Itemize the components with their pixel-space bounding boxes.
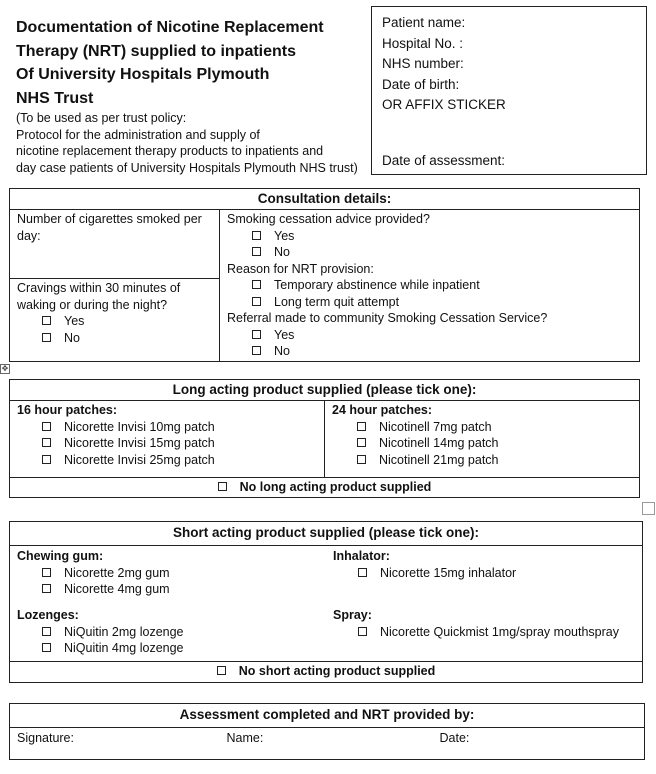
reason-long-checkbox[interactable]: [252, 297, 261, 306]
title-line-4: NHS Trust: [16, 89, 94, 107]
title-line-2: Therapy (NRT) supplied to inpatients: [16, 42, 297, 60]
gum-2mg-checkbox[interactable]: [42, 568, 51, 577]
referral-no-label: No: [274, 344, 290, 358]
invisi-25mg-option[interactable]: [17, 452, 317, 469]
inhalator-15mg-label: Nicorette 15mg inhalator: [380, 565, 517, 580]
short-acting-table: [9, 521, 643, 683]
advice-no-label: No: [274, 245, 290, 259]
date-field[interactable]: [433, 728, 645, 760]
signature-field[interactable]: [10, 728, 220, 760]
lozenge-group: [17, 607, 184, 657]
advice-yes-checkbox[interactable]: [252, 231, 261, 240]
title-line-1: Documentation of Nicotine Replacement: [16, 19, 324, 36]
gum-title: Chewing gum:: [17, 549, 104, 563]
signature-label: Signature:: [17, 731, 74, 745]
advice-no-checkbox[interactable]: [252, 247, 261, 256]
spray-title: Spray:: [333, 608, 372, 622]
cravings-no-label: No: [64, 330, 80, 345]
inhalator-15mg-option[interactable]: [333, 565, 516, 582]
table-resize-handle[interactable]: [642, 502, 655, 515]
no-short-acting-option[interactable]: [10, 662, 643, 683]
gum-2mg-option[interactable]: [17, 565, 170, 582]
referral-question: Referral made to community Smoking Cessation Service?: [227, 311, 548, 325]
niquitin-4mg-option[interactable]: [17, 640, 184, 657]
name-label: Name:: [226, 731, 264, 745]
patches-24h-title: 24 hour patches:: [332, 403, 433, 417]
table-move-handle-icon[interactable]: ✥: [1, 364, 9, 373]
affix-sticker-label: OR AFFIX STICKER: [382, 97, 506, 112]
no-short-acting-label: No short acting product supplied: [238, 664, 436, 678]
quickmist-checkbox[interactable]: [358, 627, 367, 636]
quickmist-label: Nicorette Quickmist 1mg/spray mouthspray: [380, 624, 619, 639]
nicotinell-14mg-option[interactable]: [332, 435, 632, 452]
referral-no-option[interactable]: [227, 343, 632, 360]
quickmist-option[interactable]: [333, 624, 619, 641]
subtitle-line-2: Protocol for the administration and supply of: [16, 127, 260, 142]
consultation-header: Consultation details:: [10, 189, 640, 210]
nhs-number-label: NHS number:: [382, 56, 464, 71]
cravings-no-checkbox[interactable]: [42, 333, 51, 342]
cravings-question-2: waking or during the night?: [17, 297, 168, 312]
consultation-table: [9, 188, 640, 362]
document-title-block: [16, 16, 366, 176]
spray-group: [333, 607, 619, 640]
long-acting-16h-cell: [10, 401, 325, 478]
cravings-yes-label: Yes: [64, 314, 85, 329]
cravings-no-option[interactable]: [17, 330, 212, 347]
niquitin-2mg-label: NiQuitin 2mg lozenge: [64, 624, 184, 639]
niquitin-2mg-checkbox[interactable]: [42, 627, 51, 636]
lozenge-title: Lozenges:: [17, 608, 79, 622]
name-field[interactable]: [220, 728, 433, 760]
reason-long-option[interactable]: [227, 294, 632, 311]
no-long-acting-option[interactable]: [10, 478, 640, 498]
gum-4mg-label: Nicorette 4mg gum: [64, 582, 170, 596]
advice-question: Smoking cessation advice provided?: [227, 212, 430, 226]
long-acting-header: Long acting product supplied (please tick one):: [10, 380, 640, 401]
assessment-table: [9, 703, 645, 760]
cigarettes-question-2: day:: [17, 228, 41, 243]
title-line-3: Of University Hospitals Plymouth: [16, 66, 270, 83]
long-acting-table: [9, 379, 640, 498]
nicotinell-21mg-option[interactable]: [332, 452, 632, 469]
dob-label: Date of birth:: [382, 76, 460, 92]
nicotinell-21mg-checkbox[interactable]: [357, 455, 366, 464]
nicotinell-7mg-checkbox[interactable]: [357, 422, 366, 431]
cessation-cell: [220, 210, 640, 362]
gum-group: [17, 548, 170, 598]
cravings-question: Cravings within 30 minutes of: [17, 281, 181, 296]
referral-no-checkbox[interactable]: [252, 346, 261, 355]
advice-yes-option[interactable]: [227, 228, 632, 245]
referral-yes-checkbox[interactable]: [252, 330, 261, 339]
inhalator-title: Inhalator:: [333, 549, 390, 563]
cravings-yes-option[interactable]: [17, 313, 212, 330]
reason-temp-checkbox[interactable]: [252, 280, 261, 289]
invisi-25mg-checkbox[interactable]: [42, 455, 51, 464]
invisi-25mg-label: Nicorette Invisi 25mg patch: [64, 452, 215, 467]
invisi-15mg-checkbox[interactable]: [42, 438, 51, 447]
short-acting-header: Short acting product supplied (please tick one):: [10, 522, 643, 546]
reason-question: Reason for NRT provision:: [227, 261, 374, 276]
invisi-15mg-option[interactable]: [17, 435, 317, 452]
gum-4mg-checkbox[interactable]: [42, 584, 51, 593]
cravings-yes-checkbox[interactable]: [42, 316, 51, 325]
invisi-10mg-option[interactable]: [17, 419, 317, 436]
gum-2mg-label: Nicorette 2mg gum: [64, 565, 170, 580]
cigarettes-question: Number of cigarettes smoked per: [17, 212, 202, 226]
reason-temp-option[interactable]: [227, 277, 632, 294]
niquitin-2mg-option[interactable]: [17, 624, 184, 641]
cigarettes-cell[interactable]: [10, 210, 220, 279]
no-long-acting-checkbox[interactable]: [218, 482, 227, 491]
invisi-10mg-checkbox[interactable]: [42, 422, 51, 431]
nicotinell-14mg-checkbox[interactable]: [357, 438, 366, 447]
assessment-header: Assessment completed and NRT provided by:: [10, 704, 645, 728]
subtitle-line-4: day case patients of University Hospitals Plymouth NHS trust): [16, 160, 358, 175]
cravings-cell: [10, 279, 220, 361]
no-long-acting-label: No long acting product supplied: [239, 480, 432, 494]
date-of-assessment-label: Date of assessment:: [382, 153, 506, 168]
patient-name-label: Patient name:: [382, 15, 466, 30]
nicotinell-7mg-label: Nicotinell 7mg patch: [379, 419, 492, 434]
invisi-15mg-label: Nicorette Invisi 15mg patch: [64, 436, 215, 450]
reason-temp-label: Temporary abstinence while inpatient: [274, 278, 480, 292]
referral-yes-option[interactable]: [227, 327, 632, 344]
invisi-10mg-label: Nicorette Invisi 10mg patch: [64, 419, 215, 434]
inhalator-group: [333, 548, 516, 581]
advice-yes-label: Yes: [274, 228, 295, 243]
reason-long-label: Long term quit attempt: [274, 294, 400, 309]
nicotinell-21mg-label: Nicotinell 21mg patch: [379, 452, 499, 467]
subtitle-line-3: nicotine replacement therapy products to inpatients and: [16, 144, 324, 158]
date-label: Date:: [439, 731, 470, 745]
gum-4mg-option[interactable]: [17, 581, 170, 598]
long-acting-24h-cell: [325, 401, 640, 478]
hospital-no-text: Hospital No. :: [382, 35, 464, 51]
referral-yes-label: Yes: [274, 327, 295, 342]
nicotinell-14mg-label: Nicotinell 14mg patch: [379, 436, 499, 450]
niquitin-4mg-label: NiQuitin 4mg lozenge: [64, 641, 184, 655]
niquitin-4mg-checkbox[interactable]: [42, 643, 51, 652]
patient-details-box[interactable]: [371, 6, 647, 175]
advice-no-option[interactable]: [227, 244, 632, 261]
short-acting-body: [10, 546, 643, 662]
hospital-no-label: [382, 34, 636, 55]
patches-16h-title: 16 hour patches:: [17, 403, 118, 417]
inhalator-15mg-checkbox[interactable]: [358, 568, 367, 577]
subtitle-line-1: (To be used as per trust policy:: [16, 111, 187, 125]
nicotinell-7mg-option[interactable]: [332, 419, 632, 436]
no-short-acting-checkbox[interactable]: [217, 666, 226, 675]
